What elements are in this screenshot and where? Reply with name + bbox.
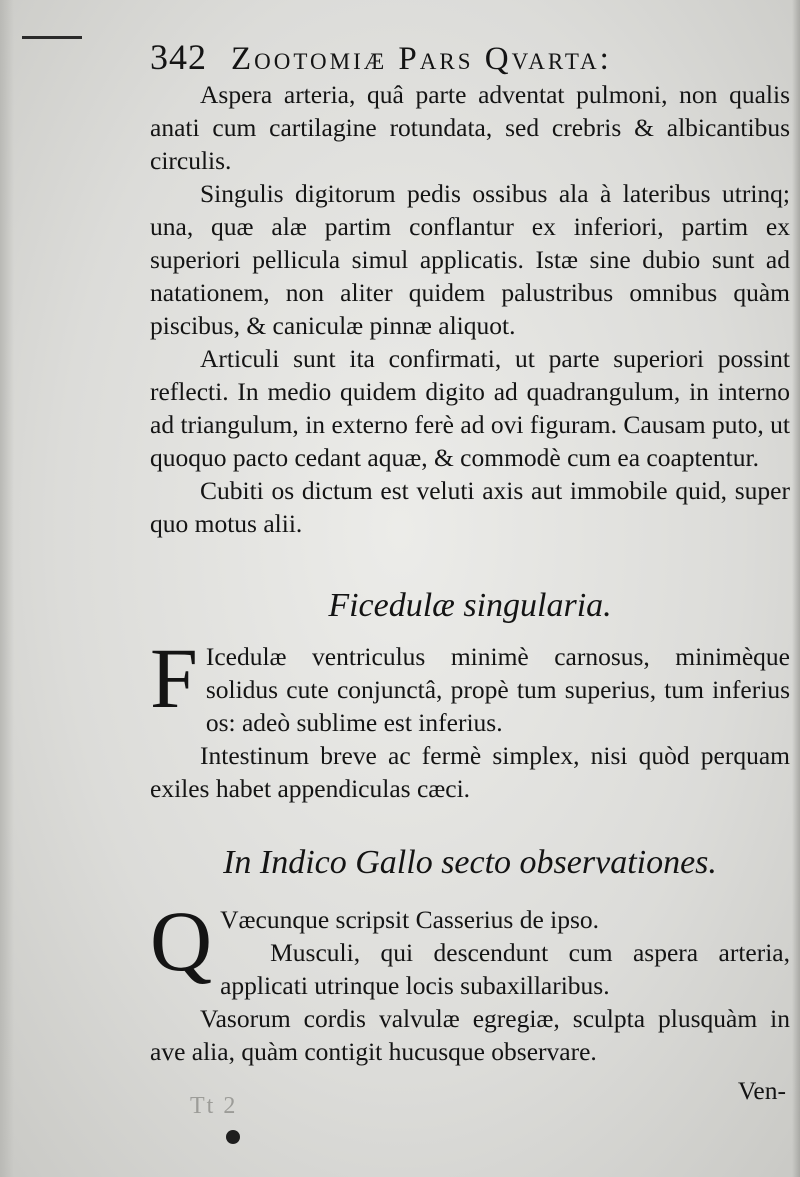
catchword: Ven- [737,1076,786,1105]
section-heading-ficedulae: Ficedulæ singularia. [328,587,612,624]
ficedulae-first-paragraph [150,630,790,739]
page-left-edge [0,0,14,1177]
page-body [150,78,790,1068]
drop-cap-q: Q [150,893,213,989]
page-number: 342 [150,37,207,77]
margin-rule [22,36,82,39]
drop-cap-f: F [150,630,198,726]
ficedulae-first-text: Icedulæ ventriculus minimè carnosus, minimèque solidus cute conjunctâ, propè tum superius, tum inferius os: adeò sublime est inferius. [205,642,790,737]
running-title: Zootomiæ Pars Qvarta: [231,41,612,77]
signature-mark: Tt 2 [190,1093,238,1119]
ink-dot [226,1130,240,1144]
paragraph-articuli: Articuli sunt ita confirmati, ut parte superiori possint reflecti. In medio quidem digito ad quadrangulum, in interno ad triangulum, in externo ferè ad ovi figuram. Causam puto, ut quoquo pacto cedant aquæ, & commodè cum ea coaptentur. [150,344,790,472]
paragraph-aspera-arteria: Aspera arteria, quâ parte adventat pulmoni, non qualis anati cum cartilagine rotundata, sed crebris & albicantibus circulis. [150,80,790,175]
indico-gallo-second-paragraph: Musculi, qui descendunt cum aspera arteria, applicati utrinque locis subaxillaribus. [220,938,790,1000]
indico-gallo-first-text: Væcunque scripsit Casserius de ipso. [220,905,600,934]
section-heading-indico-gallo: In Indico Gallo secto observationes. [223,844,717,881]
paragraph-cubiti: Cubiti os dictum est veluti axis aut immobile quid, super quo motus alii. [150,476,790,538]
ficedulae-second-paragraph: Intestinum breve ac fermè simplex, nisi quòd perquam exiles habet appendiculas cæci. [150,741,790,803]
indico-gallo-third-paragraph: Vasorum cordis valvulæ egregiæ, sculpta plusquàm in ave alia, quàm contigit hucusque observare. [150,1004,790,1066]
page-right-edge [792,0,800,1177]
paragraph-digitorum: Singulis digitorum pedis ossibus ala à lateribus utrinq; una, quæ alæ partim conflantur ex inferiori, partim ex superiori pellicula simul applicatis. Istæ sine dubio sunt ad natationem, non aliter quidem palustribus omnibus quàm piscibus, & caniculæ pinnæ aliquot. [150,179,790,340]
